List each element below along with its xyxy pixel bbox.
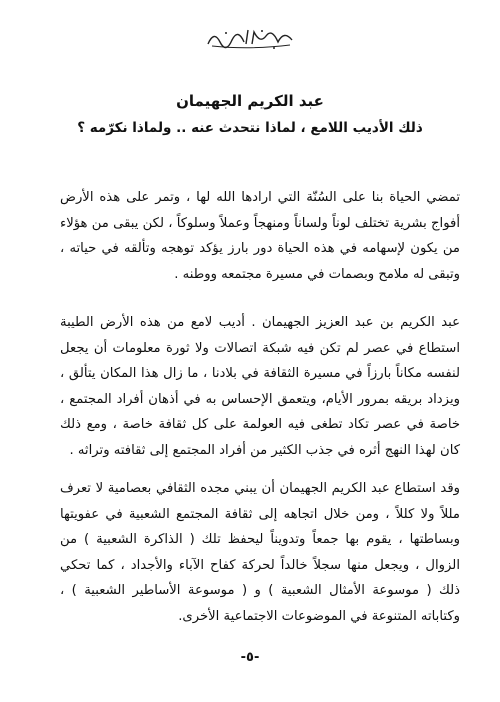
paragraph-3: وقد استطاع عبد الكريم الجهيمان أن يبني مجده الثقافي بعصامية لا تعرف مللاً ولا كللاً ، ومن خلال اتجاهه إلى ثقافة المجتمع الشعبية في عفويتها وبساطتها ، يقوم بها جمعاً وتدويناً ليحفظ تلك ( الذاكرة الشعبية ) من الزوال ، ويجعل منها سجلاً خالداً لحركة كفاح الآباء والأجداد ، كما تحكي ذلك ( موسوعة الأمثال الشعبية ) و ( موسوعة الأساطير الشعبية ) ، وكتاباته المتنوعة في الموضوعات الاجتماعية الأخرى. — [60, 481, 460, 624]
basmala-calligraphy-icon — [200, 22, 300, 52]
paragraph-2: عبد الكريم بن عبد العزيز الجهيمان . أديب لامع من هذه الأرض الطيبة استطاع في عصر لم تكن فيه شبكة اتصالات ولا ثورة معلومات أن يجعل لنفسه مكاناً بارزاً في مسيرة الثقافة في بلادنا ، ما زال هذا المكان يتألق ، ويزداد بريقه بمرور الأيام، ويتعمق الإحساس به في أذهان أفراد المجتمع ، خاصة في عصر تكاد تطغى فيه العولمة على كل ثقافة خاصة ، ومع ذلك كان لهذا النهج أثره في جذب الكثير من أفراد المجتمع إلى ثقافته وتراثه . — [60, 315, 460, 458]
article-title: عبد الكريم الجهيمان — [176, 92, 324, 110]
page-number: -٥- — [240, 650, 260, 665]
paragraph-1: تمضي الحياة بنا على السُنّة التي ارادها الله لها ، وتمر على هذه الأرض أفواج بشرية تختلف لوناً ولساناً ومنهجاً وعملاً وسلوكاً ، لكن يبقى من هؤلاء من يكون لإسهامه في هذه الحياة دور بارز يؤكد توهجه وتألقه في حياته ، وتبقى له ملامح وبصمات في مسيرة مجتمعه ووطنه . — [60, 190, 460, 282]
article-subtitle: ذلك الأديب اللامع ، لماذا نتحدث عنه .. ولماذا نكرّمه ؟ — [77, 120, 423, 136]
